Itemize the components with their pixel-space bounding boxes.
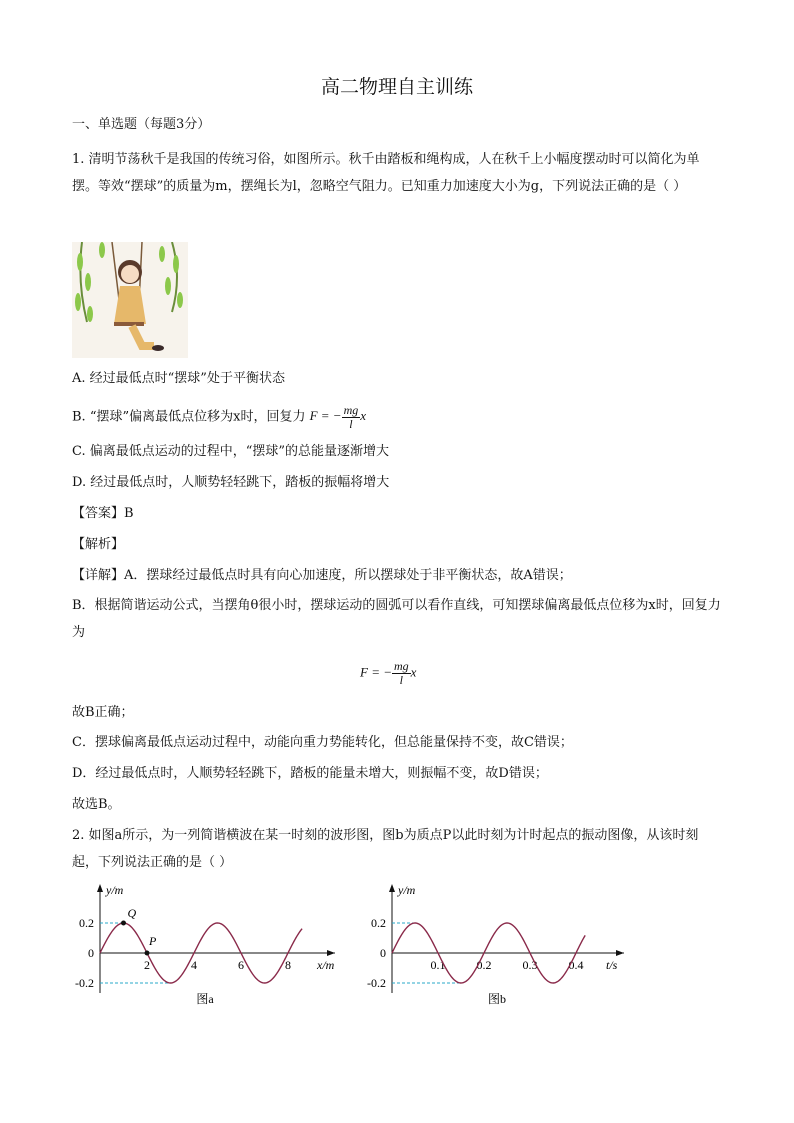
x-tick-label: 0.4 <box>568 958 584 972</box>
option-c: C. 偏离最低点运动的过程中，“摆球”的总能量逐渐增大 <box>72 444 390 459</box>
formula-denominator: l <box>399 673 403 687</box>
option-d: D. 经过最低点时，人顺势轻轻跳下，踏板的振幅将增大 <box>72 475 390 490</box>
y-axis-label: y/m <box>106 883 124 897</box>
y-tick-label: 0 <box>380 946 386 960</box>
option-b-formula <box>309 403 367 431</box>
x-axis-label: x/m <box>317 958 335 972</box>
formula-lhs: F = − <box>360 664 392 680</box>
y-tick-label: -0.2 <box>367 976 386 990</box>
point-q <box>121 921 126 926</box>
x-tick-label: 8 <box>285 958 291 972</box>
option-b-text: B. “摆球”偏离最低点位移为x时，回复力 <box>72 409 306 425</box>
y-axis-label: y/m <box>398 883 416 897</box>
chart-caption: 图b <box>487 992 507 1006</box>
x-tick-label: 2 <box>144 958 150 972</box>
page-title: 高二物理自主训练 <box>320 76 473 98</box>
x-tick-label: 6 <box>238 958 244 972</box>
detail-b: B．根据简谐运动公式，当摆角θ很小时，摆球运动的圆弧可以看作直线，可知摆球偏离最低点位移为x时，回复力为 <box>72 598 721 640</box>
formula-fraction <box>342 404 361 431</box>
formula-variable: x <box>360 408 367 424</box>
x-axis-label: t/s <box>606 958 618 972</box>
analysis-label: 【解析】 <box>72 537 125 552</box>
detail-a: 【详解】A．摆球经过最低点时具有向心加速度，所以摆球处于非平衡状态，故A错误； <box>72 568 572 583</box>
detail-d: D．经过最低点时，人顺势轻轻跳下，踏板的能量未增大，则振幅不变，故D错误； <box>72 766 548 781</box>
answer: 【答案】B <box>72 506 134 521</box>
x-tick-label: 4 <box>191 958 197 972</box>
formula-variable: x <box>410 664 417 680</box>
chart-caption: 图a <box>196 992 214 1006</box>
q2-stem: 2. 如图a所示，为一列简谐横波在某一时刻的波形图，图b为质点P以此时刻为计时起点的振动图像，从该时刻起，下列说法正确的是（ ） <box>72 828 699 870</box>
conclusion: 故选B。 <box>72 797 121 812</box>
centered-formula <box>360 660 416 687</box>
formula-numerator: mg <box>343 403 359 417</box>
x-axis-arrow <box>616 950 624 956</box>
q1-stem: 1. 清明节荡秋千是我国的传统习俗，如图所示。秋千由踏板和绳构成，人在秋千上小幅度摆动时可以简化为单摆。等效“摆球”的质量为m，摆绳长为l，忽略空气阻力。已知重力加速度大小为g，下列说法正确的是（ ） <box>72 152 700 194</box>
wave-chart-a <box>70 878 350 1008</box>
detail-c: C．摆球偏离最低点运动过程中，动能向重力势能转化，但总能量保持不变，故C错误； <box>72 735 573 750</box>
y-axis-arrow <box>389 884 395 892</box>
x-axis-arrow <box>327 950 335 956</box>
y-tick-label: 0 <box>88 946 94 960</box>
y-tick-label: 0.2 <box>371 916 386 930</box>
point-p <box>145 951 150 956</box>
vibration-chart-b <box>362 878 632 1008</box>
option-a: A. 经过最低点时“摆球”处于平衡状态 <box>72 371 285 386</box>
formula-lhs: F = − <box>309 408 342 424</box>
x-tick-label: 0.2 <box>476 958 492 972</box>
point-label-p: P <box>149 934 157 948</box>
detail-b-end: 故B正确； <box>72 705 134 720</box>
section-heading: 一、单选题（每题3分） <box>72 117 211 132</box>
x-tick-label: 0.3 <box>522 958 538 972</box>
formula-fraction <box>392 660 411 687</box>
y-tick-label: -0.2 <box>75 976 94 990</box>
y-axis-arrow <box>97 884 103 892</box>
option-b <box>72 404 366 431</box>
point-label-q: Q <box>127 906 137 920</box>
y-tick-label: 0.2 <box>79 916 94 930</box>
x-tick-label: 0.1 <box>430 958 446 972</box>
swing-girl-illustration <box>72 242 188 358</box>
formula-numerator: mg <box>394 659 409 673</box>
formula-denominator: l <box>349 417 353 431</box>
